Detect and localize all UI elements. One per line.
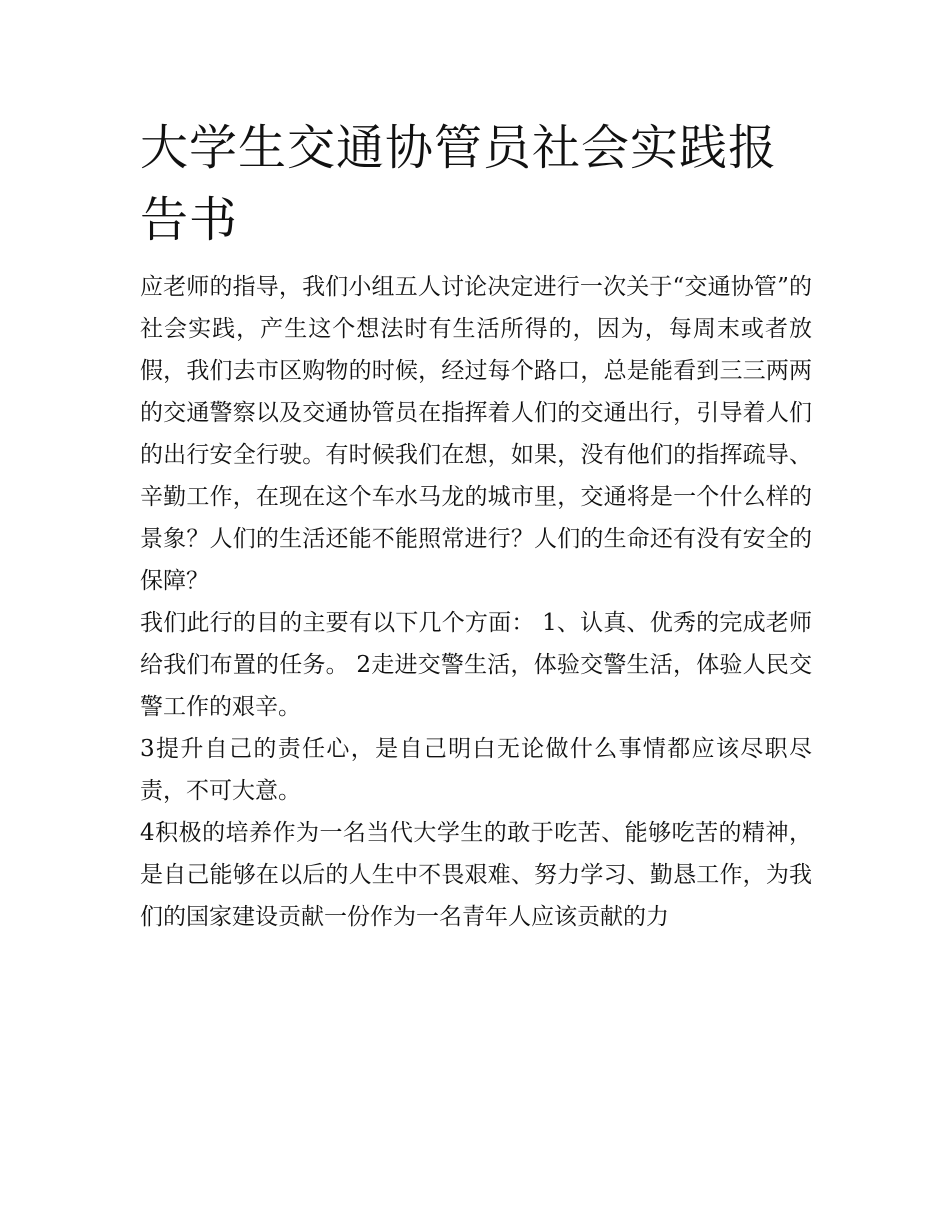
paragraph-purpose: 我们此行的目的主要有以下几个方面： 1、认真、优秀的完成老师给我们布置的任务。 2走进交警生活，体验交警生活，体验人民交警工作的艰辛。 xyxy=(140,610,812,720)
paragraph-point-3: 3提升自己的责任心，是自己明白无论做什么事情都应该尽职尽责，不可大意。 xyxy=(140,736,812,804)
paragraph-intro: 应老师的指导，我们小组五人讨论决定进行一次关于“交通协管”的社会实践，产生这个想法时有生活所得的，因为，每周末或者放假，我们去市区购物的时候，经过每个路口，总是能看到三三两两的交通警察以及交通协管员在指挥着人们的交通出行，引导着人们的出行安全行驶。有时候我们在想，如果，没有他们的指挥疏导、辛勤工作，在现在这个车水马龙的城市里，交通将是一个什么样的景象？人们的生活还能不能照常进行？人们的生命还有没有安全的保障？ xyxy=(140,274,812,594)
paragraph-point-4: 4积极的培养作为一名当代大学生的敢于吃苦、能够吃苦的精神，是自己能够在以后的人生中不畏艰难、努力学习、勤恳工作，为我们的国家建设贡献一份作为一名青年人应该贡献的力 xyxy=(140,820,812,930)
document-title: 大学生交通协管员社会实践报告书 xyxy=(140,120,778,248)
document-body xyxy=(140,112,812,938)
